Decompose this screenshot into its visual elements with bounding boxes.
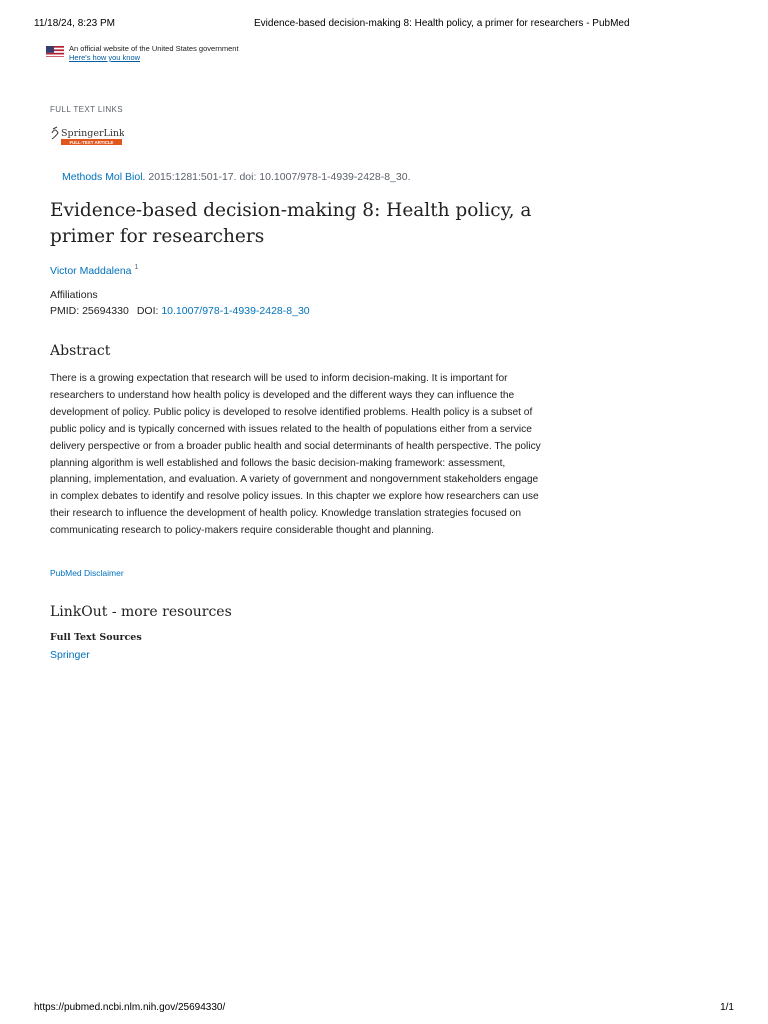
gov-banner-text: An official website of the United States government <box>69 44 239 53</box>
pmid: PMID: 25694330 <box>50 305 129 317</box>
abstract-heading: Abstract <box>50 343 111 359</box>
print-page-number: 1/1 <box>720 1002 734 1013</box>
pubmed-disclaimer-link[interactable]: PubMed Disclaimer <box>50 568 124 578</box>
abstract-text: There is a growing expectation that research will be used to inform decision-making. It is important for researchers to understand how health policy is developed and the different ways they can influence the development of policy. Public policy is developed to resolve identified problems. Health policy is a subset of public policy and is typically concerned with issues related to the health of populations either from a service delivery perspective or from a broader public health and social determinants of health perspective. The policy planning algorithm is well established and follows the basic decision-making framework: assessment, planning, implementation, and evaluation. A variety of government and nongovernment stakeholders engage in complex debates to identify and resolve policy issues. In this chapter we explore how researchers can use their research to influence the development of health policy. Knowledge translation strategies focused on communicating research to policy-makers require considerable thought and planning. <box>50 373 541 537</box>
author-link[interactable]: Victor Maddalena <box>50 265 132 277</box>
heres-how-you-know-link[interactable]: Here's how you know <box>69 53 141 62</box>
doi-link[interactable]: 10.1007/978-1-4939-2428-8_30 <box>161 305 310 317</box>
affiliation-ref[interactable]: 1 <box>134 264 139 271</box>
full-text-sources-heading: Full Text Sources <box>50 632 142 643</box>
springer-source-link[interactable]: Springer <box>50 649 90 661</box>
springerlink-badge-text: FULL-TEXT ARTICLE <box>69 140 114 145</box>
linkout-heading: LinkOut - more resources <box>50 604 232 620</box>
gov-banner <box>46 44 239 62</box>
author-list <box>50 264 138 277</box>
print-datetime: 11/18/24, 8:23 PM <box>34 18 115 29</box>
article-identifiers <box>50 305 310 317</box>
springerlink-logo <box>50 125 124 147</box>
springerlink-full-text-button[interactable] <box>50 125 124 147</box>
citation <box>62 171 411 183</box>
us-flag-icon <box>46 45 64 57</box>
affiliations-toggle[interactable]: Affiliations <box>50 289 98 301</box>
journal-link[interactable]: Methods Mol Biol. <box>62 171 146 183</box>
citation-details: 2015:1281:501-17. doi: 10.1007/978-1-4939-2428-8_30. <box>148 171 411 183</box>
article-title: Evidence-based decision-making 8: Health policy, a primer for researchers <box>50 200 532 247</box>
doi-label: DOI: <box>136 305 159 317</box>
springerlink-logo-text: SpringerLink <box>61 128 124 139</box>
print-url: https://pubmed.ncbi.nlm.nih.gov/25694330/ <box>34 1002 226 1013</box>
full-text-links-label: FULL TEXT LINKS <box>50 105 123 114</box>
print-page-title: Evidence-based decision-making 8: Health policy, a primer for researchers - PubMed <box>254 18 630 29</box>
